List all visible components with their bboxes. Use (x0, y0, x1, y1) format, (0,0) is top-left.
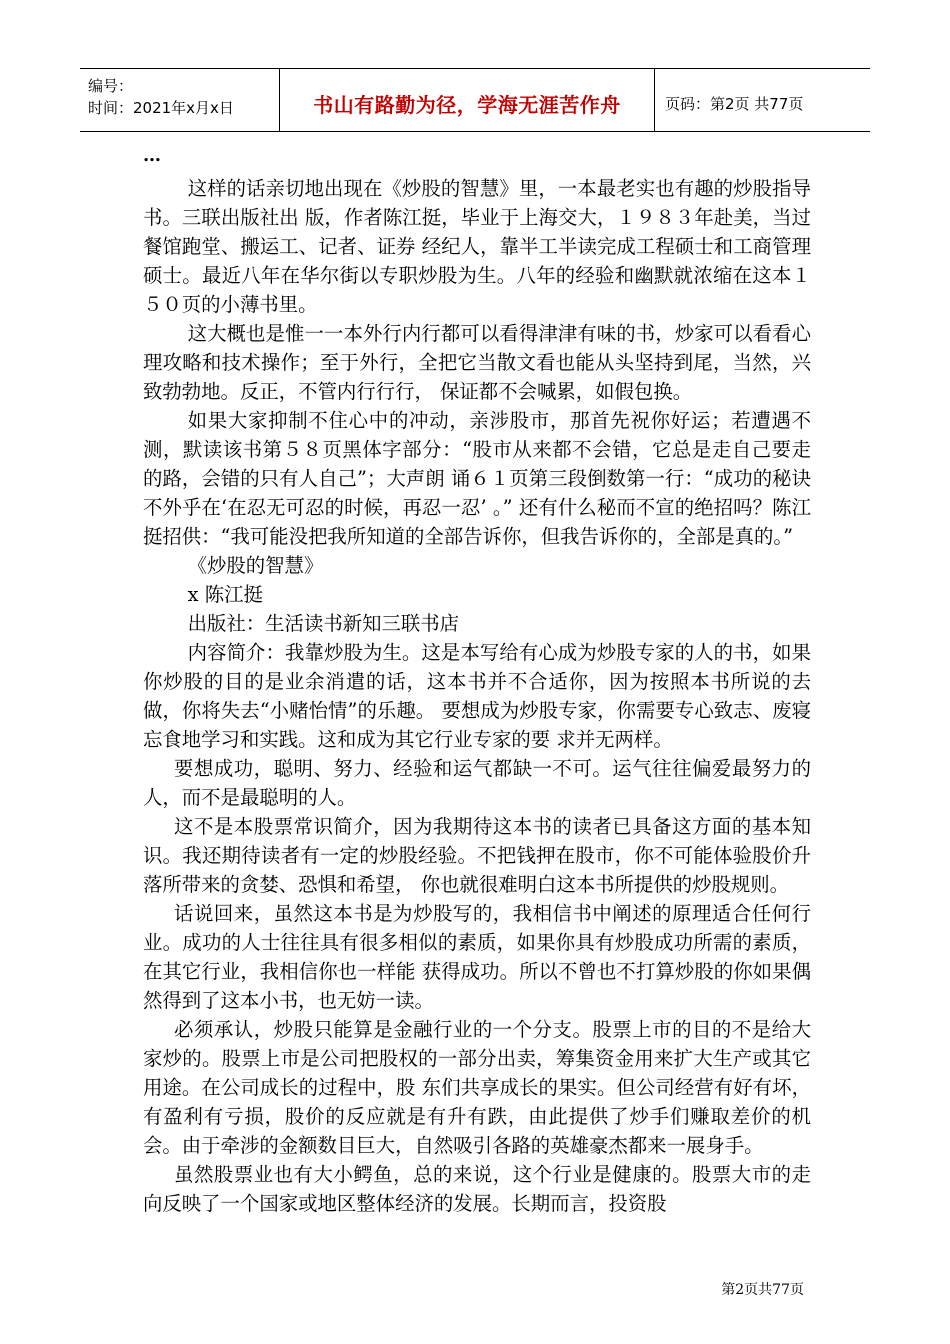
page-header (80, 68, 870, 132)
book-publisher: 出版社：生活读书新知三联书店 (187, 612, 460, 635)
book-author: x 陈江挺 (187, 583, 263, 606)
continuation-ellipsis: … (143, 145, 162, 166)
paragraph: 这不是本股票常识简介，因为我期待这本书的读者已具备这方面的基本知识。我还期待读者有一定的炒股经验。不把钱押在股市，你不可能体验股价升落所带来的贪婪、恐惧和希望， 你也就很难明白这本书所提供的炒股规则。 (143, 815, 811, 896)
document-time-label: 时间：2021年x月x日 (88, 99, 234, 117)
paragraph: 内容简介：我靠炒股为生。这是本写给有心成为炒股专家的人的书，如果你炒股的目的是业余消遣的话，这本书并不合适你，因为按照本书所说的去做，你将失去“小赌怡情”的乐趣。 要想成为炒股专家，你需要专心致志、废寝忘食地学习和实践。这和成为其它行业专家的要 求并无两样。 (143, 641, 811, 751)
header-page-number: 页码：第2页 共77页 (665, 94, 804, 113)
paragraph: 要想成功，聪明、努力、经验和运气都缺一不可。运气往往偏爱最努力的人，而不是最聪明的人。 (143, 757, 811, 809)
paragraph: 必须承认，炒股只能算是金融行业的一个分支。股票上市的目的不是给大家炒的。股票上市是公司把股权的一部分出卖，筹集资金用来扩大生产或其它用途。在公司成长的过程中，股 东们共享成长的果实。但公司经营有好有坏，有盈利有亏损，股价的反应就是有升有跌，由此提供了炒手们赚取差价的机会。由于牵涉的金额数目巨大，自然吸引各路的英雄豪杰都来一展身手。 (143, 1018, 811, 1157)
book-title: 《炒股的智慧》 (187, 554, 324, 577)
paragraph: 如果大家抑制不住心中的冲动，亲涉股市，那首先祝你好运；若遭遇不测，默读该书第５８页黑体字部分：“股市从来都不会错，它总是走自己要走的路，会错的只有人自己”；大声朗 诵６１页第三段倒数第一行：“成功的秘诀不外乎在‘在忍无可忍的时候，再忍一忍’ 。” 还有什么秘而不宣的绝招吗？陈江挺招供：“我可能没把我所知道的全部告诉你，但我告诉你的，全部是真的。” (143, 409, 811, 548)
paragraph: 这大概也是惟一一本外行内行都可以看得津津有味的书，炒家可以看看心理攻略和技术操作；至于外行，全把它当散文看也能从头坚持到尾，当然，兴致勃勃地。反正，不管内行行行， 保证都不会喊累，如假包换。 (143, 322, 811, 403)
document-number-label: 编号： (88, 77, 134, 95)
paragraph: 这样的话亲切地出现在《炒股的智慧》里，一本最老实也有趣的炒股指导书。三联出版社出 版，作者陈江挺，毕业于上海交大，１９８３年赴美，当过餐馆跑堂、搬运工、记者、证券 经纪人，靠半工半读完成工程硕士和工商管理硕士。最近八年在华尔街以专职炒股为生。八年的经验和幽默就浓缩在这本１５０页的小薄书里。 (143, 177, 811, 316)
header-meta (80, 69, 280, 131)
page-footer: 第2页共77页 (721, 1282, 804, 1298)
paragraph: 话说回来，虽然这本书是为炒股写的，我相信书中阐述的原理适合任何行业。成功的人士往往具有很多相似的素质，如果你具有炒股成功所需的素质，在其它行业，我相信你也一样能 获得成功。所以不曾也不打算炒股的你如果偶然得到了这本小书，也无妨一读。 (143, 902, 811, 1012)
header-motto: 书山有路勤为径，学海无涯苦作舟 (280, 69, 655, 131)
document-body (143, 174, 811, 1218)
paragraph: 虽然股票业也有大小鳄鱼，总的来说，这个行业是健康的。股票大市的走向反映了一个国家或地区整体经济的发展。长期而言，投资股 (143, 1163, 811, 1215)
